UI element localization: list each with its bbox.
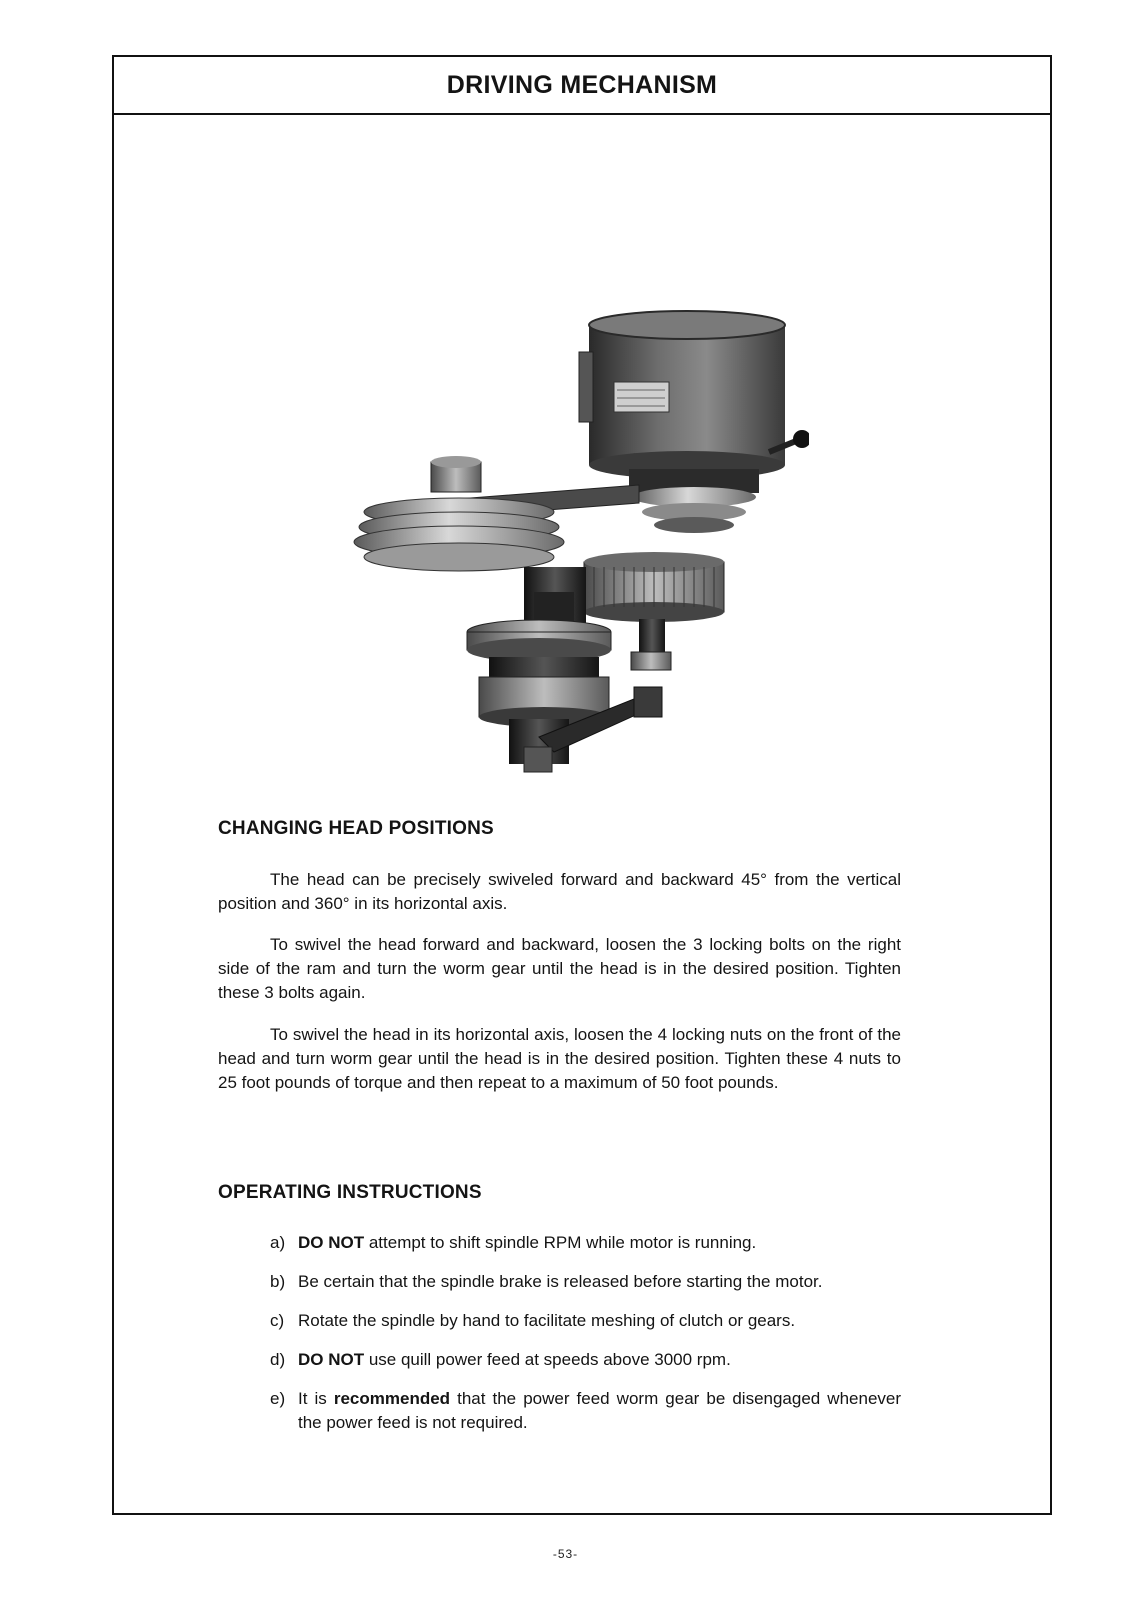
list-item — [218, 1387, 901, 1435]
paragraph: To swivel the head in its horizontal axis, loosen the 4 locking nuts on the front of the head and turn worm gear until the head is in the desired position. Tighten these 4 nuts to 25 foot pounds of torque and then repeat to a maximum of 50 foot pounds. — [218, 1025, 901, 1092]
section-heading-operating: OPERATING INSTRUCTIONS — [218, 1182, 482, 1203]
page-number: -53- — [552, 1547, 579, 1561]
title-bar — [114, 57, 1050, 115]
list-item — [218, 1270, 901, 1294]
paragraph: To swivel the head forward and backward, loosen the 3 locking bolts on the right side of the ram and turn the worm gear until the head is in the desired position. Tighten these 3 bolts again. — [218, 935, 901, 1002]
emphasis: DO NOT — [298, 1350, 365, 1369]
emphasis: recommended — [333, 1389, 451, 1408]
list-item — [218, 1309, 901, 1333]
item-label: c) — [270, 1311, 285, 1330]
item-label: d) — [270, 1350, 286, 1369]
driving-mechanism-photo — [339, 257, 809, 777]
list-item — [218, 1231, 901, 1255]
operating-instructions-list — [218, 1231, 901, 1450]
list-item — [218, 1348, 901, 1372]
item-label: a) — [270, 1233, 286, 1252]
item-text: Rotate the spindle by hand to facilitate meshing of clutch or gears. — [298, 1311, 796, 1330]
emphasis: DO NOT — [298, 1233, 365, 1252]
item-text: that the power feed worm gear be disengaged whenever the power feed is not required. — [298, 1389, 902, 1432]
page-title: DRIVING MECHANISM — [446, 70, 718, 99]
paragraph: The head can be precisely swiveled forward and backward 45° from the vertical position and 360° in its horizontal axis. — [218, 870, 901, 913]
item-label: e) — [270, 1389, 286, 1408]
item-label: b) — [270, 1272, 286, 1291]
item-text: Be certain that the spindle brake is released before starting the motor. — [298, 1272, 823, 1291]
item-text: attempt to shift spindle RPM while motor is running. — [364, 1233, 757, 1252]
item-text-pre: It is — [298, 1389, 334, 1408]
section-heading-changing-head: CHANGING HEAD POSITIONS — [218, 818, 494, 839]
item-text: use quill power feed at speeds above 3000 rpm. — [364, 1350, 731, 1369]
